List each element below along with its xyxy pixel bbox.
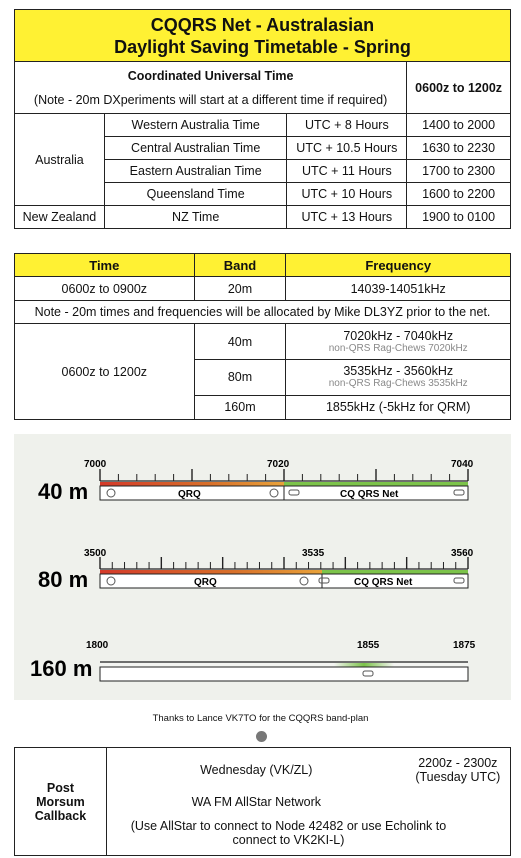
row80-sub: non-QRS Rag-Chews 3535kHz [328,378,468,390]
zone-name: Eastern Australian Time [104,160,287,183]
zone-time: 1700 to 2300 [407,160,511,183]
band-160m-label: 160 m [30,656,93,681]
utc-header-label: Coordinated Universal Time [127,68,294,83]
zone-offset: UTC + 11 Hours [287,160,407,183]
nz-time: 1900 to 0100 [407,206,511,229]
band-80m-mid: 3535 [302,548,325,559]
band-160m-net-bar [334,663,394,667]
utc-header-cell [15,62,407,114]
band-40m-mid: 7020 [267,459,290,470]
callback-network: WA FM AllStar Network [191,794,321,809]
band-40m-qrq: QRQ [178,489,201,500]
zone-name: Queensland Time [104,183,287,206]
zone-time: 1600 to 2200 [407,183,511,206]
row20-time: 0600z to 0900z [15,277,195,301]
zone-time: 1630 to 2230 [407,137,511,160]
title-line-2: Daylight Saving Timetable - Spring [114,37,411,57]
zone-time: 1400 to 2000 [407,114,511,137]
row80-band: 80m [194,360,286,396]
callback-time-cell [406,748,511,792]
band-80m-label: 80 m [38,567,89,592]
band-40m-net-bar [284,482,468,486]
credit-note: Thanks to Lance VK7TO for the CQQRS band-plan [152,713,369,724]
band-80m-ticks [100,557,468,569]
band-80m-qrq-bar [100,570,322,574]
australia-label: Australia [15,114,105,206]
row20-frequency: 14039-14051kHz [286,277,511,301]
band-40m-qrq-bar [100,482,284,486]
allocation-note: Note - 20m times and frequencies will be allocated by Mike DL3YZ prior to the net. [15,301,511,324]
band-160m [30,640,476,681]
carousel-dot[interactable] [256,731,267,742]
band-80m-net: CQ QRS Net [354,577,413,588]
callback-day: Wednesday (VK/ZL) [106,748,405,792]
band-80m-net-bar [322,570,468,574]
callback-table [14,747,511,856]
band-160m-start: 1800 [86,640,109,651]
zone-name: Western Australia Time [104,114,287,137]
utc-header-note: (Note - 20m DXperiments will start at a different time if required) [33,92,388,107]
band-plan-graphic [14,434,511,700]
band-40m [38,459,474,504]
header-band: Band [194,254,286,277]
nz-zone: NZ Time [104,206,287,229]
band-80m-qrq: QRQ [194,577,217,588]
row20-band: 20m [194,277,286,301]
zone-offset: UTC + 8 Hours [287,114,407,137]
band-80m [38,548,474,592]
nz-offset: UTC + 13 Hours [287,206,407,229]
frequency-table [14,253,511,420]
row40-sub: non-QRS Rag-Chews 7020kHz [328,342,468,354]
title-line-1: CQQRS Net - Australasian [150,15,375,35]
zone-offset: UTC + 10 Hours [287,183,407,206]
zone-name: Central Australian Time [104,137,287,160]
band-80m-end: 3560 [451,548,474,559]
nz-region: New Zealand [15,206,105,229]
band-40m-label: 40 m [38,479,89,504]
band-40m-end: 7040 [451,459,474,470]
row40-band: 40m [194,324,286,360]
utc-header-time: 0600z to 1200z [407,62,511,114]
row80-frequency-cell [286,360,511,396]
band-160m-end: 1875 [453,640,476,651]
band-160m-mid: 1855 [357,640,380,651]
row80-frequency: 3535kHz - 3560kHz [343,364,454,379]
time-block: 0600z to 1200z [15,324,195,420]
callback-time: 2200z - 2300z [418,755,498,770]
row160-band: 160m [194,395,286,419]
row160-frequency: 1855kHz (-5kHz for QRM) [286,395,511,419]
callback-time-note: (Tuesday UTC) [415,769,501,784]
callback-label: Post Morsum Callback [15,748,107,856]
band-80m-start: 3500 [84,548,107,559]
callback-instructions: (Use AllStar to connect to Node 42482 or use Echolink to connect to VK2KI-L) [106,812,510,856]
band-40m-net: CQ QRS Net [340,489,399,500]
band-40m-start: 7000 [84,459,107,470]
utc-time-table [14,61,511,229]
header-frequency: Frequency [286,254,511,277]
zone-offset: UTC + 10.5 Hours [287,137,407,160]
row40-frequency: 7020kHz - 7040kHz [343,328,454,343]
row40-frequency-cell [286,324,511,360]
band-80m-strip [100,574,468,588]
timetable-title [14,9,511,61]
header-time: Time [15,254,195,277]
band-40m-ticks [100,469,468,481]
band-160m-strip [100,667,468,681]
band-plan-svg [14,434,511,700]
